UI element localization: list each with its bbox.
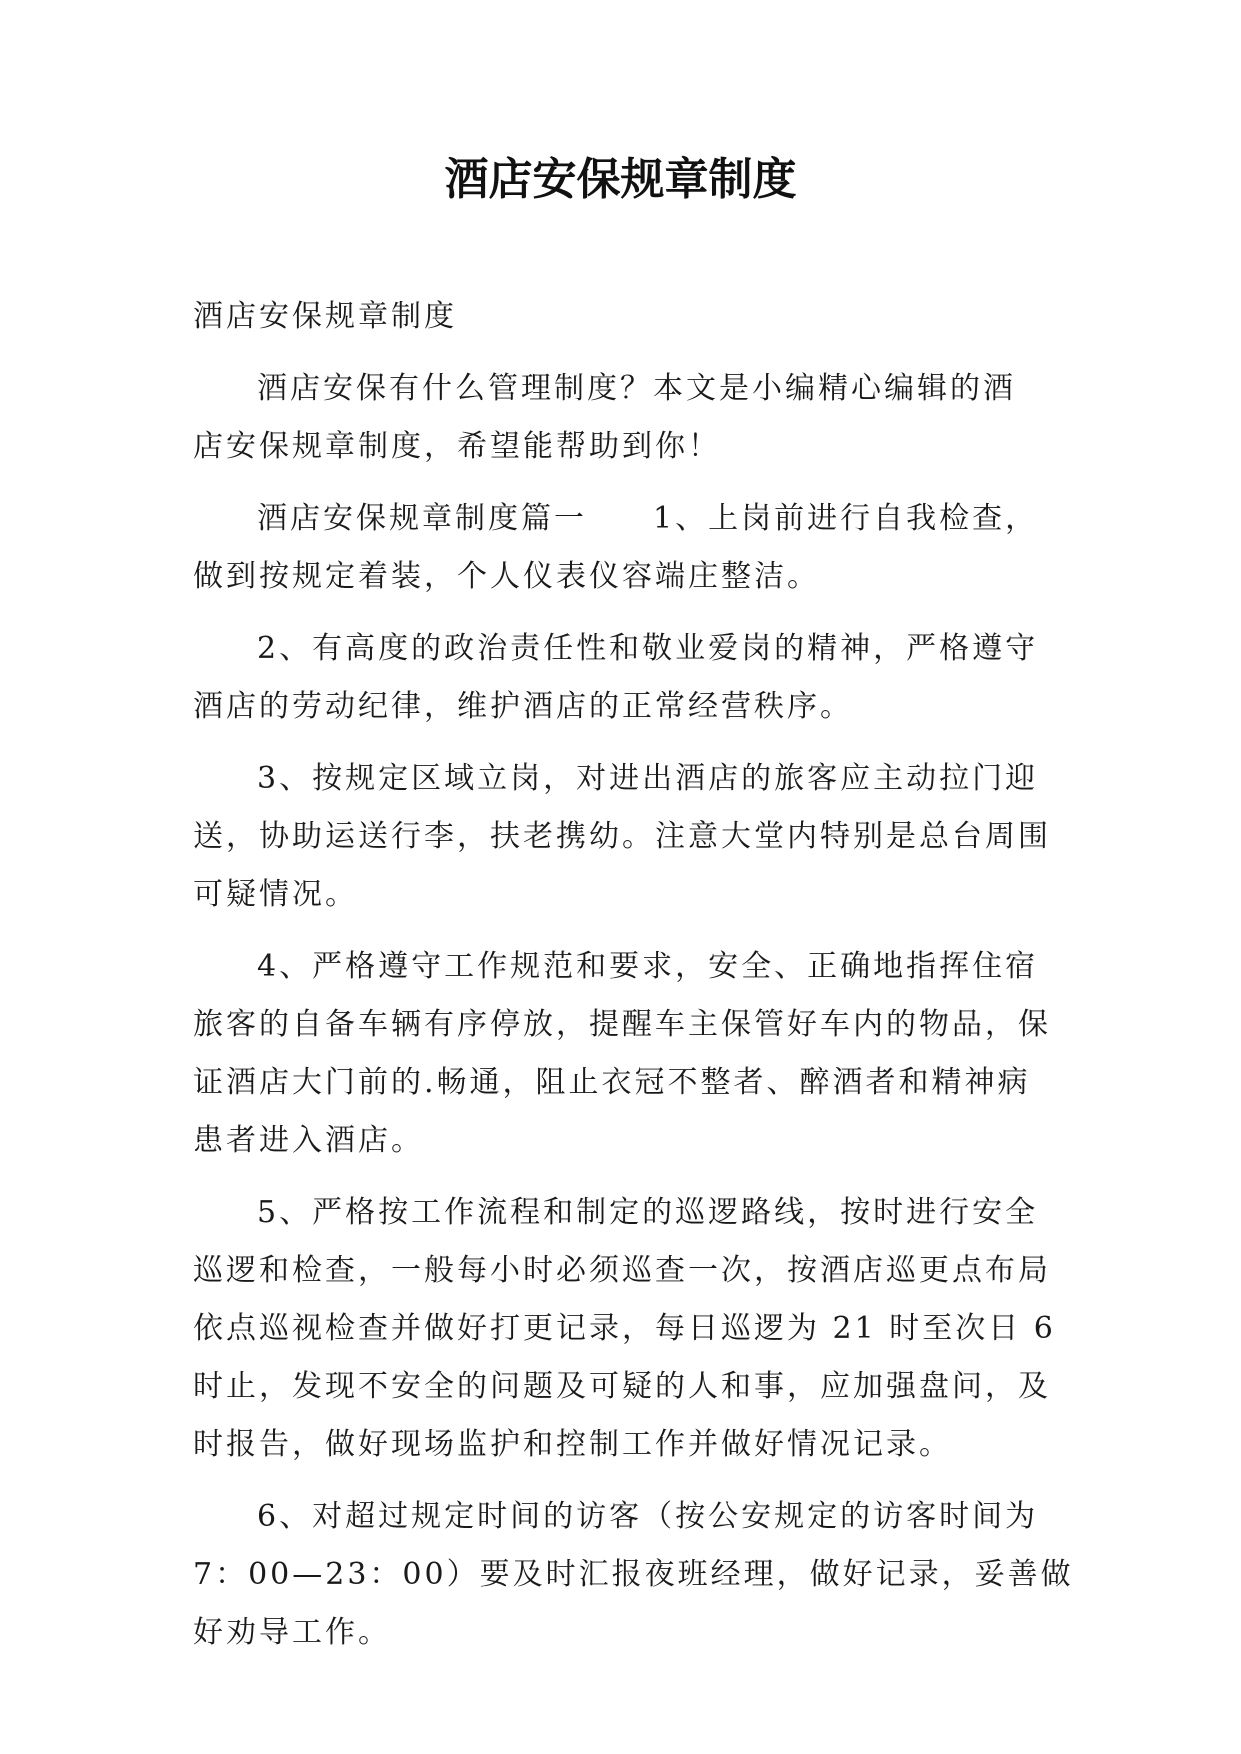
text-line: 患者进入酒店。 — [193, 1123, 424, 1158]
text-line: 送，协助运送行李，扶老携幼。注意大堂内特别是总台周围 — [193, 819, 1051, 854]
text-line: 旅客的自备车辆有序停放，提醒车主保管好车内的物品，保 — [193, 1007, 1051, 1042]
text-line: 2、有高度的政治责任性和敬业爱岗的精神，严格遵守 — [257, 631, 1039, 666]
text-line: 巡逻和检查，一般每小时必须巡查一次，按酒店巡更点布局 — [193, 1253, 1051, 1288]
section-heading: 酒店安保规章制度 — [193, 299, 457, 334]
document-body — [193, 288, 1074, 1662]
paragraph-part-one — [193, 490, 1053, 606]
document-title: 酒店安保规章制度 — [444, 154, 797, 205]
text-line: 好劝导工作。 — [193, 1615, 391, 1650]
text-line: 5、严格按工作流程和制定的巡逻路线，按时进行安全 — [257, 1195, 1039, 1230]
text-line: 证酒店大门前的.畅通，阻止衣冠不整者、醉酒者和精神病 — [193, 1065, 1031, 1100]
paragraph-item-5 — [193, 1184, 1056, 1474]
text-line: 酒店安保有什么管理制度？本文是小编精心编辑的酒 — [257, 371, 1016, 406]
paragraph-item-3 — [193, 750, 1053, 924]
text-line: 酒店安保规章制度篇一 1、上岗前进行自我检查， — [257, 501, 1039, 536]
text-line: 时止，发现不安全的问题及可疑的人和事，应加强盘问，及 — [193, 1369, 1051, 1404]
text-line: 3、按规定区域立岗，对进出酒店的旅客应主动拉门迎 — [257, 761, 1039, 796]
paragraph-item-6 — [193, 1488, 1074, 1662]
text-line: 6、对超过规定时间的访客（按公安规定的访客时间为 — [257, 1499, 1039, 1534]
text-line: 酒店的劳动纪律，维护酒店的正常经营秩序。 — [193, 689, 853, 724]
text-line: 店安保规章制度，希望能帮助到你！ — [193, 429, 721, 464]
text-line: 可疑情况。 — [193, 877, 358, 912]
paragraph-item-4 — [193, 938, 1053, 1170]
text-line: 做到按规定着装，个人仪表仪容端庄整洁。 — [193, 559, 820, 594]
paragraph-item-2 — [193, 620, 1053, 736]
paragraph-intro — [193, 360, 1053, 476]
text-line: 4、严格遵守工作规范和要求，安全、正确地指挥住宿 — [257, 949, 1039, 984]
text-line: 依点巡视检查并做好打更记录，每日巡逻为 21 时至次日 6 — [193, 1311, 1056, 1346]
text-line: 7：00—23：00）要及时汇报夜班经理，做好记录，妥善做 — [193, 1557, 1074, 1592]
text-line: 时报告，做好现场监护和控制工作并做好情况记录。 — [193, 1427, 952, 1462]
